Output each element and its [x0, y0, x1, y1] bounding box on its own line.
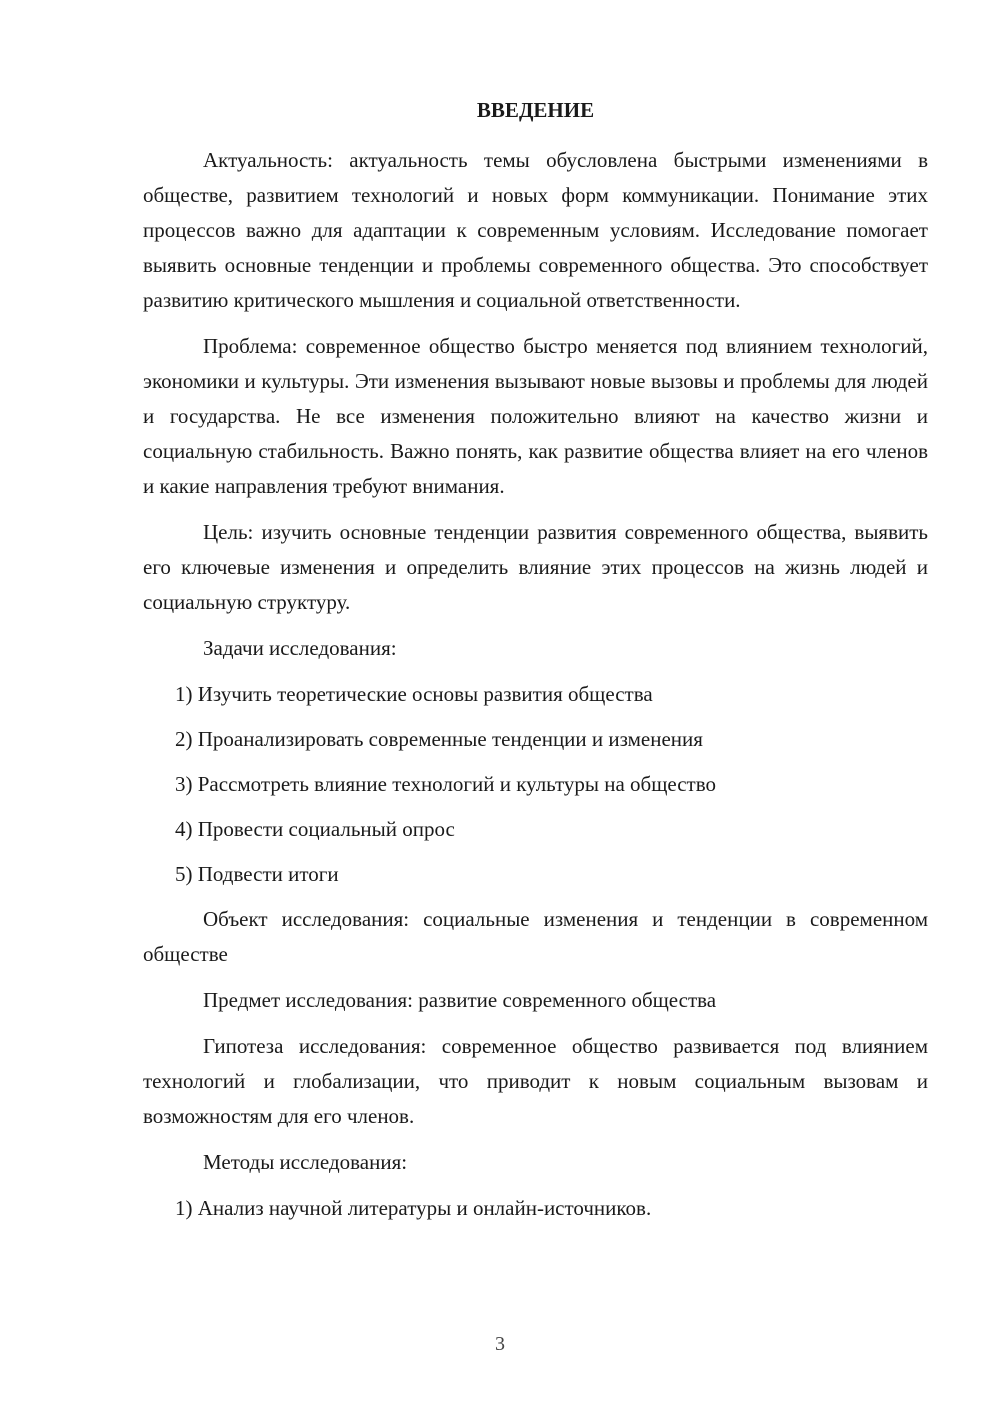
methods-heading: Методы исследования:	[203, 1150, 408, 1174]
tasks-heading: Задачи исследования:	[203, 636, 397, 660]
subject-paragraph: Предмет исследования: развитие современного общества	[203, 988, 717, 1012]
task-item-4: 4) Провести социальный опрос	[175, 817, 455, 841]
page-number: 3	[495, 1333, 505, 1355]
document-page	[143, 95, 928, 1236]
task-item-2: 2) Проанализировать современные тенденции и изменения	[175, 727, 703, 751]
actuality-paragraph: Актуальность: актуальность темы обусловлена быстрыми изменениями в обществе, развитием технологий и новых форм коммуникации. Понимание этих процессов важно для адаптации к современным условиям. Исследование помогает выявить основные тенденции и проблемы современного общества. Это способствует развитию критического мышления и социальной ответственности.	[143, 148, 928, 312]
task-item-5: 5) Подвести итоги	[175, 862, 339, 886]
problem-paragraph: Проблема: современное общество быстро меняется под влиянием технологий, экономики и культуры. Эти изменения вызывают новые вызовы и проблемы для людей и государства. Не все изменения положительно влияют на качество жизни и социальную стабильность. Важно понять, как развитие общества влияет на его членов и какие направления требуют внимания.	[143, 334, 928, 498]
hypothesis-paragraph: Гипотеза исследования: современное общество развивается под влиянием технологий и глобализации, что приводит к новым социальным вызовам и возможностям для его членов.	[143, 1034, 928, 1128]
task-item-3: 3) Рассмотреть влияние технологий и культуры на общество	[175, 772, 716, 796]
page-title: ВВЕДЕНИЕ	[476, 98, 595, 122]
object-paragraph: Объект исследования: социальные изменения и тенденции в современном обществе	[143, 907, 928, 966]
method-item-1: 1) Анализ научной литературы и онлайн-источников.	[175, 1196, 652, 1220]
task-item-1: 1) Изучить теоретические основы развития общества	[175, 682, 653, 706]
goal-paragraph: Цель: изучить основные тенденции развития современного общества, выявить его ключевые изменения и определить влияние этих процессов на жизнь людей и социальную структуру.	[143, 520, 928, 614]
